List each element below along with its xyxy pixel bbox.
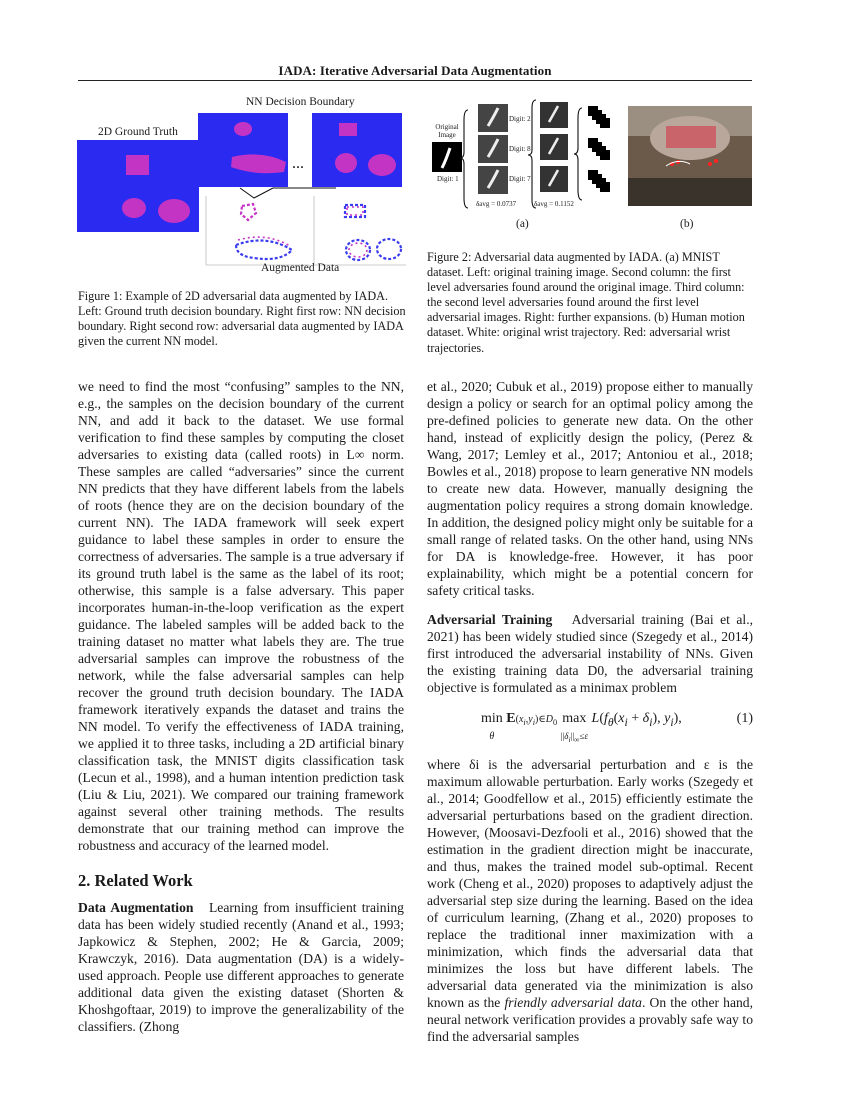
fig2-sub-a: (a)	[516, 218, 529, 230]
equation-body: min θ $E(x_i,y_i)\in D_0$ max $||\delta_i||_\infty\le\varepsilon$ $L(f_\theta(x_i + \delta_i)$, $y_i$),	[481, 711, 682, 744]
fig1-nn-panel-2	[312, 113, 402, 187]
fig2-original-image-label: Original Image	[435, 123, 459, 139]
fig2-digit-label-1: Digit: 1	[437, 175, 459, 183]
right-para-2	[427, 611, 753, 696]
fig2-delta-mid: δavg = 0.1152	[534, 200, 574, 208]
fig2-digit-label-7: Digit: 7	[509, 175, 531, 183]
right-para-1: et al., 2020; Cubuk et al., 2019) propose either to manually design a policy or search for an optimal policy among the pre-defined policies to generate new data. On the other hand, instead of explicitly design the policy, (Perez & Wang, 2017; Lemley et al., 2017; Antoniou et al., 2018; Bowles et al., 2018) propose to learn generative NN models to create new data. However, manually designing the augmentation policy requires a strong domain knowledge. In addition, the designed policy might only be suitable for a small range of related tasks. On the other hand, using NNs for DA is knowledge-free. However, it has poor explainability, which might be a potential concern for safety critical tasks.	[427, 379, 753, 598]
fig2-digit-label-2: Digit: 2	[509, 115, 531, 123]
fig1-augmented-panel-1	[206, 196, 310, 265]
fig2-further-expansions	[588, 106, 610, 192]
left-para-2-text: Learning from insufficient training data has been widely studied recently (Anand et al., 1993; Japkowicz & Stephen, 2002; He & Garcia, 2009; Krawczyk, 2016). Data augmentation (DA) is a widely-used approach. People use different approaches to generate additional data given the existing dataset (Shorten & Khoshgoftaar, 2019) to improve the generalizability of the classifiers. (Zhong	[78, 900, 404, 1034]
right-para-3: where δi is the adversarial perturbation and ε is the maximum allowable perturbation. Early works (Szegedy et al., 2014; Goodfellow et al., 2015) efficiently estimate the adversarial perturbations based on the gradient direction. However, (Moosavi-Dezfooli et al., 2016) showed that the estimation in the gradient direction might be inaccurate, and thus, makes the trained model sub-optimal. Recent work (Cheng et al., 2020) proposes to adaptively adjust the adversarial step size during the learning. Based on the idea of curriculum learning, (Zhang et al., 2020) proposes to replace the traditional inner maximization with a minimization, which finds the adversarial data that minimizes the loss but have different labels. The adversarial data generated via the minimization is also known as the friendly adversarial data. On the other hand, neural network verification provides a provably safe way to find the adversarial samples	[427, 757, 753, 1044]
left-para-2	[78, 899, 404, 1035]
friendly-adversarial-data: friendly adversarial data	[504, 995, 642, 1010]
fig2-level2-column	[540, 102, 568, 192]
figure2-graphic	[428, 98, 758, 232]
para-head-adversarial-training: Adversarial Training	[427, 612, 553, 627]
fig1-ground-truth-panel	[77, 140, 199, 232]
fig1-ellipsis: ...	[292, 155, 304, 172]
fig2-sub-b: (b)	[680, 218, 694, 230]
figure2-caption: Figure 2: Adversarial data augmented by IADA. (a) MNIST dataset. Left: original training image. Second column: the first level adversaries found around the original image. Third column: the second level adversaries found around the first level adversarial images. Right: further expansions. (b) Human motion dataset. White: original wrist trajectory. Red: adversarial wrist trajectories.	[427, 250, 745, 355]
fig1-ground-truth-label: 2D Ground Truth	[98, 126, 178, 138]
para-head-data-augmentation: Data Augmentation	[78, 900, 194, 915]
right-column	[427, 378, 753, 1045]
fig2-original-image	[432, 142, 462, 172]
right-para-2-text: Adversarial training (Bai et al., 2021) has been widely studied since (Szegedy et al., 2014) first introduced the adversarial instability of NNs. Given the existing training data D0, the adversarial training objective is formulated as a minimax problem	[427, 612, 753, 695]
fig2-level1-column	[478, 104, 508, 194]
fig1-augmented-panel-2	[314, 196, 406, 265]
running-header: IADA: Iterative Adversarial Data Augmentation	[278, 63, 552, 78]
left-column	[78, 378, 404, 1035]
fig1-nn-panel-1	[198, 113, 288, 187]
fig2-delta-left: δavg = 0.0737	[476, 200, 517, 208]
header-rule	[78, 80, 752, 81]
fig2-human-motion-photo	[628, 106, 752, 206]
fig1-augmented-label: Augmented Data	[261, 262, 340, 274]
figure1-graphic	[76, 110, 406, 280]
section-title-related-work: 2. Related Work	[78, 871, 193, 890]
figure1-caption: Figure 1: Example of 2D adversarial data augmented by IADA. Left: Ground truth decision boundary. Right first row: NN decision boundary. Right second row: adversarial data augmented by IADA given the current NN model.	[78, 289, 406, 349]
fig2-digit-label-8: Digit: 8	[509, 145, 531, 153]
fig1-nn-boundary-label: NN Decision Boundary	[246, 96, 355, 108]
equation-number: (1)	[736, 711, 753, 726]
equation-1	[427, 706, 753, 746]
left-para-1: we need to find the most “confusing” samples to the NN, e.g., the samples on the decision boundary of the current NN, and add it back to the dataset. We use formal verification to find these samples by computing the closet adversaries to existing data (called roots) in L∞ norm. These samples are called “adversaries” since the current NN predicts that they have different labels from the labels of roots (hence they are on the decision boundary of the current NN). The IADA framework will seek expert guidance to label these samples in order to ensure the correctness of adversaries. The sample is a true adversary if its ground truth label is the same as the label of its root; otherwise, this sample is a false adversary. This paper incorporates human-in-the-loop verification as the expert guidance. The labeled samples will be added back to the training dataset no matter what labels they are. The true adversarial samples can improve the robustness of the network, while the false adversarial samples can help recover the ground truth decision boundary. The IADA framework iteratively expands the dataset and trains the NN model. To verify the effectiveness of IADA training, we applied it to three tasks, including a 2D artificial binary classification task, the MNIST digits classification task (Lecun et al., 1998), and a human intention prediction task (Liu & Liu, 2021). We compared our training framework against several other training methods. The results demonstrate that our training method can improve the robustness and accuracy of the learned model.	[78, 379, 404, 853]
